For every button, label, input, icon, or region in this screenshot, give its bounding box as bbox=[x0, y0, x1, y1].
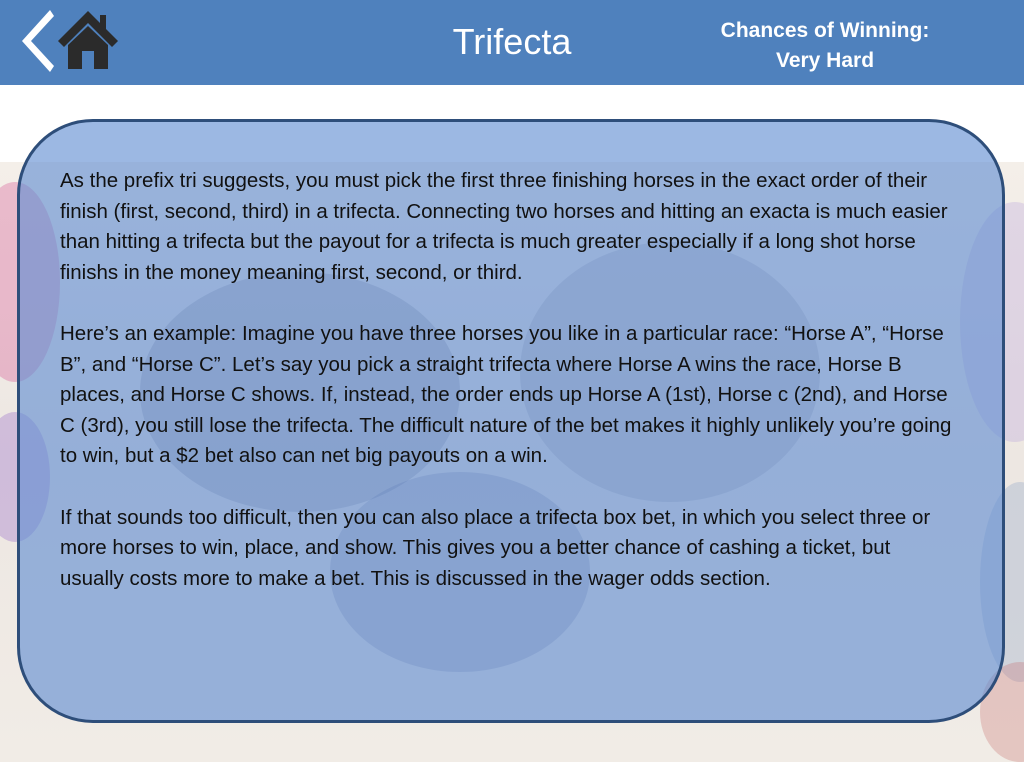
paragraph: If that sounds too difficult, then you can also place a trifecta box bet, in which you select three or more horses to win, place, and show. This gives you a better chance of cashing a ticket, but usually costs more to make a bet. This is discussed in the wager odds section. bbox=[60, 505, 931, 590]
chances-of-winning bbox=[690, 16, 960, 76]
paragraph: As the prefix tri suggests, you must pick the first three finishing horses in the exact order of their finish (first, second, third) in a trifecta. Connecting two horses and hitting an exacta is much easier than hitting a trifecta but the payout for a trifecta is much greater especially if a long shot horse finishs in the money meaning first, second, or third. bbox=[60, 169, 948, 284]
header-bar bbox=[0, 0, 1024, 85]
chevron-left-icon bbox=[14, 8, 54, 74]
home-button[interactable] bbox=[56, 9, 120, 71]
content-panel bbox=[17, 119, 1005, 723]
back-button[interactable] bbox=[14, 8, 54, 74]
paragraph: Here’s an example: Imagine you have three horses you like in a particular race: “Horse A”, “Horse B”, and “Horse C”. Let’s say you pick a straight trifecta where Horse A wins the race, Horse B places, and Horse C shows. If, instead, the order ends up Horse A (1st), Horse c (2nd), and Horse C (3rd), you still lose the trifecta. The difficult nature of the bet makes it highly unlikely you’re going to win, but a $2 bet also can net big payouts on a win. bbox=[60, 321, 952, 468]
chance-value: Very Hard bbox=[775, 49, 875, 72]
page-title: Trifecta bbox=[452, 21, 572, 62]
house-icon bbox=[56, 9, 120, 71]
chance-label: Chances of Winning: bbox=[720, 19, 930, 42]
